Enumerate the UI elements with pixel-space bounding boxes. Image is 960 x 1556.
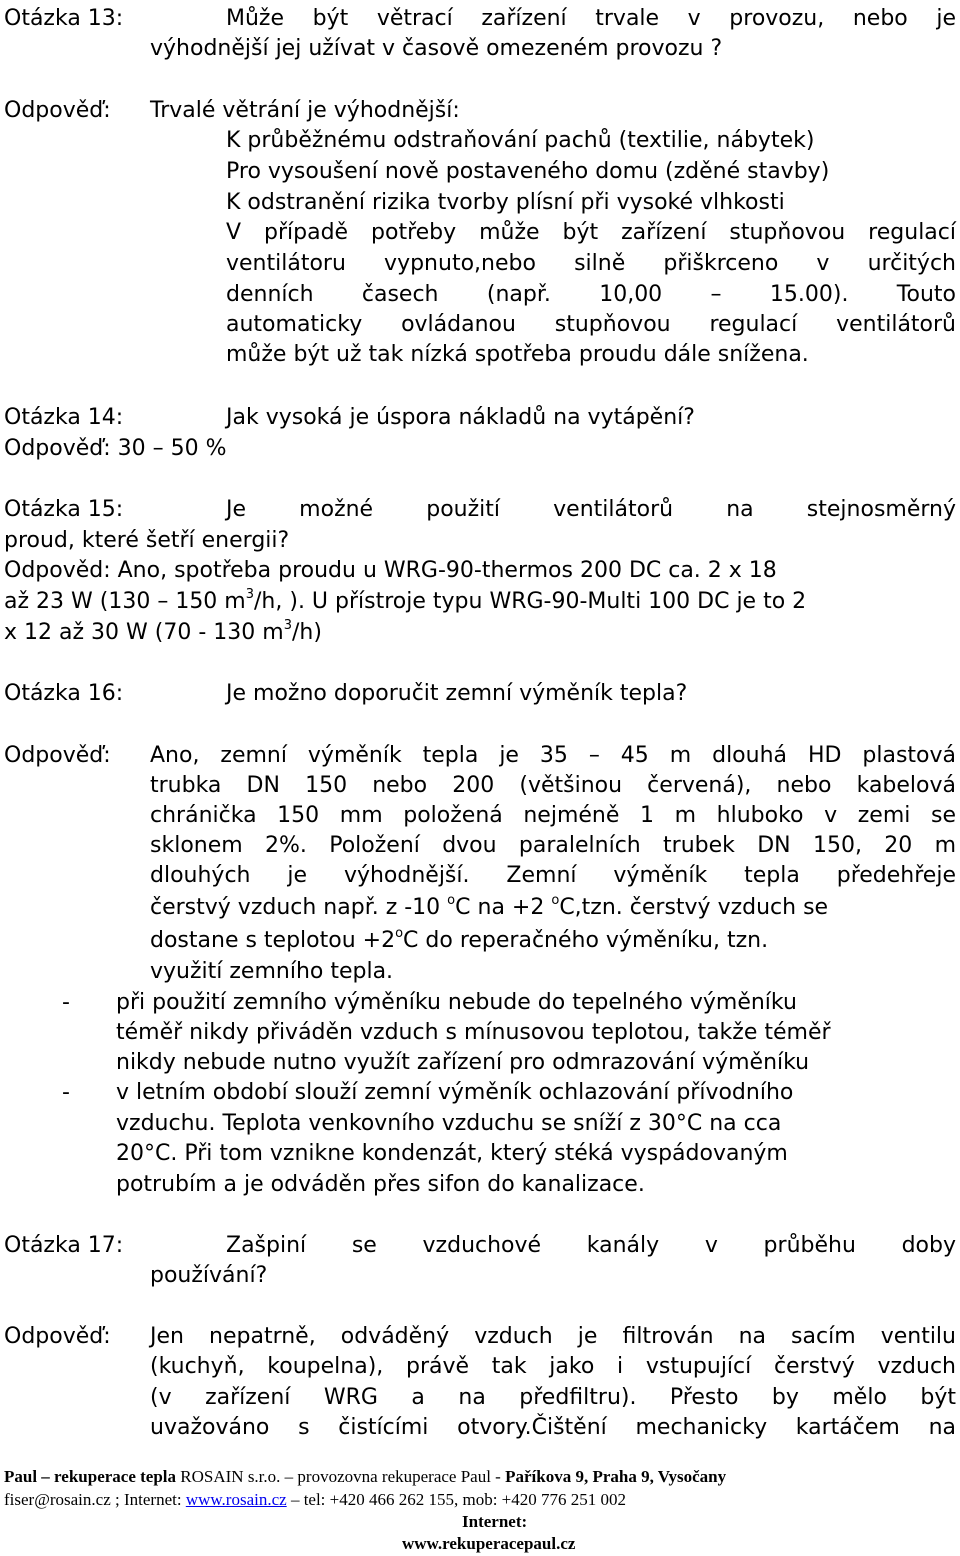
bullet-1-line: při použití zemního výměníku nebude do tepelného výměníku	[116, 990, 797, 1015]
answer-13-point-4-cont: automaticky ovládanou stupňovou regulací ventilátorů	[226, 312, 956, 337]
footer-brand: Paul – rekuperace tepla	[4, 1467, 177, 1486]
answer-16-line: využití zemního tepla.	[150, 959, 394, 984]
bullet-dash: -	[62, 1080, 70, 1105]
question-14-text: Jak vysoká je úspora nákladů na vytápění?	[226, 405, 695, 430]
answer-16-label: Odpověď:	[4, 743, 111, 768]
footer-link-rosain[interactable]: www.rosain.cz	[185, 1490, 287, 1509]
bullet-dash: -	[62, 990, 70, 1015]
answer-15-line-3: x 12 až 30 W (70 - 130 $m^3/h$)	[4, 617, 322, 645]
answer-15-line-1: Odpověd: Ano, spotřeba proudu u WRG-90-thermos 200 DC ca. 2 x 18	[4, 558, 777, 583]
answer-16-line: sklonem 2%. Položení dvou paralelních trubek DN 150, 20 m	[150, 833, 956, 858]
answer-16-line: chránička 150 mm položená nejméně 1 m hluboko v zemi se	[150, 803, 956, 828]
answer-13-point-2: Pro vysoušení nově postaveného domu (zděné stavby)	[226, 159, 830, 184]
answer-16-line: dostane s teplotou $+2^oC$ do reperačného výměníku, tzn.	[150, 925, 769, 953]
question-13-label: Otázka 13:	[4, 6, 124, 31]
answer-15-line-2: až 23 W (130 – 150 $m^3/h$, ). U přístroje typu WRG-90-Multi 100 DC je to 2	[4, 586, 807, 614]
answer-17-line: (v zařízení WRG a na předfiltru). Přesto by mělo být	[150, 1385, 956, 1410]
answer-13-point-4-cont: může být už tak nízká spotřeba proudu dále snížena.	[226, 342, 809, 367]
question-17-text-cont: používání?	[150, 1263, 268, 1288]
bullet-2-line: v letním období slouží zemní výměník ochlazování přívodního	[116, 1080, 794, 1105]
answer-16-line: trubka DN 150 nebo 200 (většinou červená), nebo kabelová	[150, 773, 956, 798]
footer-line-2: fiser@rosain.cz ; Internet: www.rosain.cz – tel: +420 466 262 155, mob: +420 776 251 002	[4, 1490, 627, 1509]
answer-14: Odpověď: 30 – 50 %	[4, 436, 227, 461]
question-15-label: Otázka 15:	[4, 497, 124, 522]
answer-13-label: Odpověď:	[4, 98, 111, 123]
answer-13-point-4: V případě potřeby může být zařízení stupňovou regulací	[226, 220, 956, 245]
question-17-text: Zašpiní se vzduchové kanály v průběhu doby	[226, 1233, 956, 1258]
bullet-1-line: nikdy nebude nutno využít zařízení pro odmrazování výměníku	[116, 1050, 810, 1075]
question-13-text: Může být větrací zařízení trvale v provozu, nebo je	[226, 6, 956, 31]
answer-16-line: čerstvý vzduch např. z -10 $^o$C na +2 $^o$C,tzn. čerstvý vzduch se	[150, 892, 829, 920]
question-14-label: Otázka 14:	[4, 405, 124, 430]
question-16-label: Otázka 16:	[4, 681, 124, 706]
question-13-text-cont: výhodnější jej užívat v časově omezeném provozu ?	[150, 36, 723, 61]
answer-13-point-3: K odstranění rizika tvorby plísní při vysoké vlhkosti	[226, 190, 785, 215]
answer-13-point-4-cont: denních časech (např. 10,00 – 15.00). Touto	[226, 282, 956, 307]
answer-17-line: Jen nepatrně, odváděný vzduch je filtrován na sacím ventilu	[150, 1324, 956, 1349]
footer-link-rekuperacepaul[interactable]: www.rekuperacepaul.cz	[402, 1534, 576, 1553]
question-15-text: Je možné použití ventilátorů na stejnosměrný	[226, 497, 956, 522]
answer-17-line: uvažováno s čistícími otvory.Čištění mechanicky kartáčem na	[150, 1415, 956, 1440]
question-15-text-cont: proud, které šetří energii?	[4, 528, 290, 553]
answer-17-label: Odpověď:	[4, 1324, 111, 1349]
bullet-2-line: potrubím a je odváděn přes sifon do kanalizace.	[116, 1172, 645, 1197]
answer-16-line: dlouhých je výhodnější. Zemní výměník tepla předehřeje	[150, 863, 956, 888]
footer-email[interactable]: fiser@rosain.cz	[4, 1490, 111, 1509]
question-17-label: Otázka 17:	[4, 1233, 124, 1258]
answer-16-line: Ano, zemní výměník tepla je 35 – 45 m dlouhá HD plastová	[150, 743, 956, 768]
answer-13-point-1: K průběžnému odstraňování pachů (textilie, nábytek)	[226, 128, 815, 153]
answer-13-point-4-cont: ventilátoru vypnuto,nebo silně přiškrceno v určitých	[226, 251, 956, 276]
answer-13-intro: Trvalé větrání je výhodnější:	[150, 98, 460, 123]
bullet-2-line: vzduchu. Teplota venkovního vzduchu se sníží z 30°C na cca	[116, 1111, 782, 1136]
bullet-1-line: téměř nikdy přiváděn vzduch s mínusovou teplotou, takže téměř	[116, 1020, 831, 1045]
question-16-text: Je možno doporučit zemní výměník tepla?	[226, 681, 688, 706]
footer-line-1: Paul – rekuperace tepla ROSAIN s.r.o. – provozovna rekuperace Paul - Paříkova 9, Praha 9, Vysočany	[4, 1467, 727, 1486]
bullet-2-line: 20°C. Při tom vznikne kondenzát, který stéká vyspádovaným	[116, 1141, 788, 1166]
answer-17-line: (kuchyň, koupelna), právě tak jako i vstupující čerstvý vzduch	[150, 1354, 956, 1379]
footer-internet-label: Internet:	[462, 1512, 528, 1531]
